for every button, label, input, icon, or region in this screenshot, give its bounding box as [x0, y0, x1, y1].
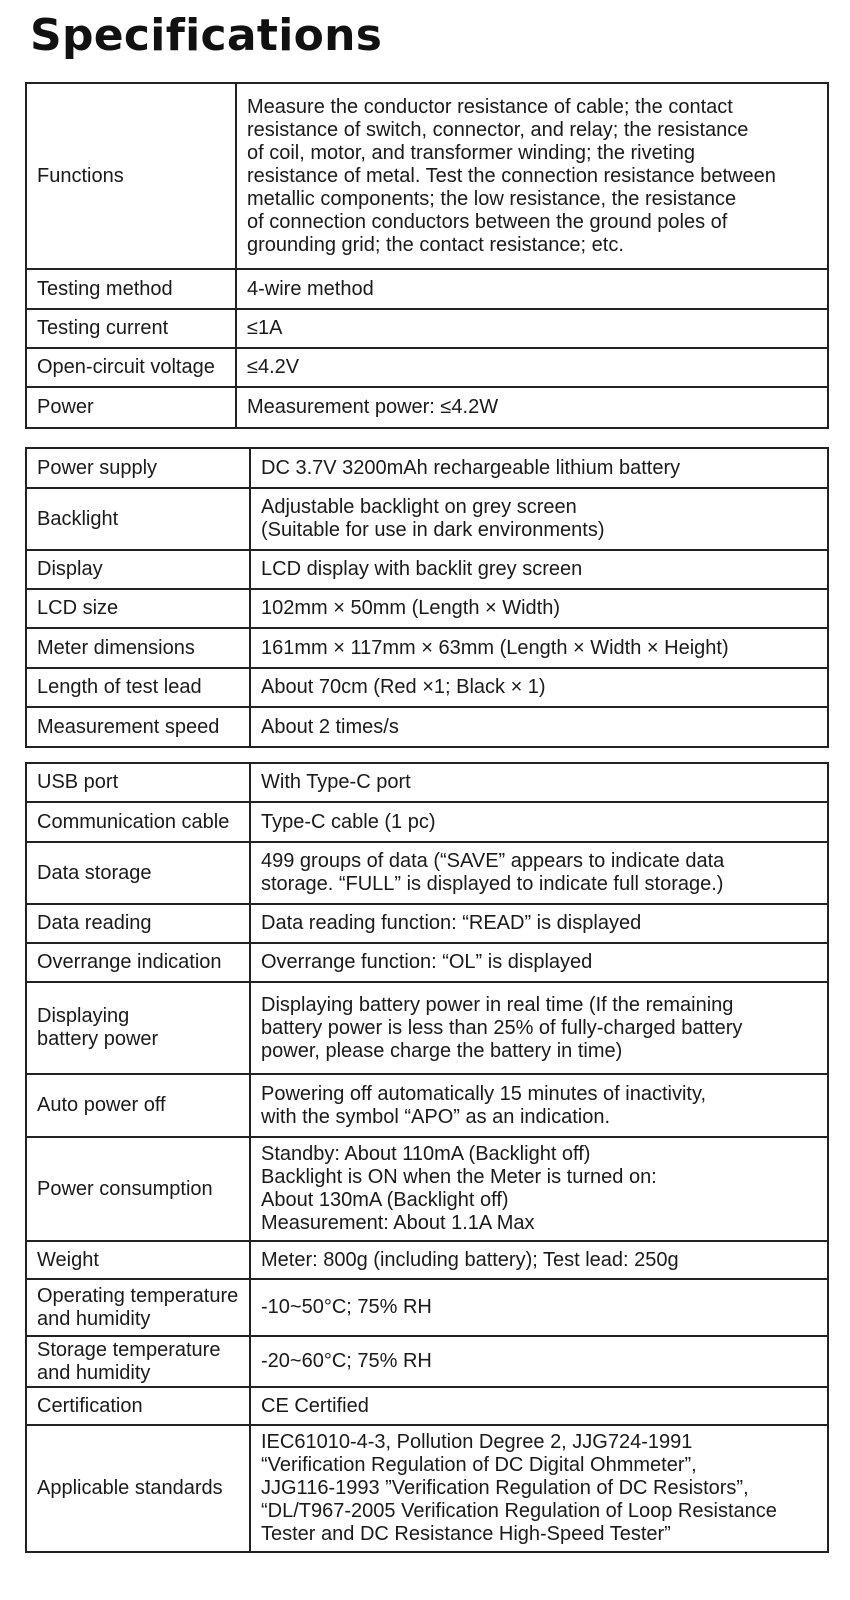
- spec-value: -10~50°C; 75% RH: [250, 1279, 828, 1336]
- spec-value: With Type-C port: [250, 763, 828, 802]
- spec-row: [26, 982, 828, 1074]
- spec-label: Functions: [26, 83, 236, 269]
- spec-row: [26, 1387, 828, 1425]
- spec-value: Overrange function: “OL” is displayed: [250, 943, 828, 982]
- spec-value: 499 groups of data (“SAVE” appears to indicate data storage. “FULL” is displayed to indicate full storage.): [250, 842, 828, 904]
- spec-label: Power supply: [26, 448, 250, 488]
- spec-row: [26, 1241, 828, 1279]
- spec-row: [26, 1074, 828, 1137]
- spec-label: USB port: [26, 763, 250, 802]
- spec-row: [26, 309, 828, 348]
- spec-label: Length of test lead: [26, 668, 250, 707]
- spec-row: [26, 269, 828, 309]
- spec-row: [26, 1336, 828, 1387]
- spec-table-electrical: [25, 82, 829, 429]
- spec-row: [26, 550, 828, 589]
- spec-value: About 2 times/s: [250, 707, 828, 747]
- spec-table-hardware: [25, 447, 829, 748]
- spec-value: 102mm × 50mm (Length × Width): [250, 589, 828, 628]
- spec-value: Meter: 800g (including battery); Test lead: 250g: [250, 1241, 828, 1279]
- spec-value: ≤1A: [236, 309, 828, 348]
- spec-label: Communication cable: [26, 802, 250, 842]
- page-title: Specifications: [30, 10, 383, 61]
- spec-value: About 70cm (Red ×1; Black × 1): [250, 668, 828, 707]
- spec-value: Displaying battery power in real time (If the remaining battery power is less than 25% of fully-charged battery power, please charge the battery in time): [250, 982, 828, 1074]
- spec-label: Power: [26, 387, 236, 428]
- spec-label: Storage temperature and humidity: [26, 1336, 250, 1387]
- spec-row: [26, 668, 828, 707]
- spec-label: Certification: [26, 1387, 250, 1425]
- spec-label: Auto power off: [26, 1074, 250, 1137]
- spec-value: Data reading function: “READ” is displayed: [250, 904, 828, 943]
- spec-label: Displaying battery power: [26, 982, 250, 1074]
- spec-label: Data storage: [26, 842, 250, 904]
- spec-label: Overrange indication: [26, 943, 250, 982]
- spec-row: [26, 83, 828, 269]
- spec-row: [26, 488, 828, 550]
- spec-label: Operating temperature and humidity: [26, 1279, 250, 1336]
- spec-label: Applicable standards: [26, 1425, 250, 1552]
- spec-value: ≤4.2V: [236, 348, 828, 387]
- spec-value: Adjustable backlight on grey screen (Suitable for use in dark environments): [250, 488, 828, 550]
- spec-row: [26, 1279, 828, 1336]
- spec-row: [26, 448, 828, 488]
- spec-label: Measurement speed: [26, 707, 250, 747]
- spec-row: [26, 1137, 828, 1241]
- spec-label: Meter dimensions: [26, 628, 250, 668]
- spec-row: [26, 387, 828, 428]
- spec-value: DC 3.7V 3200mAh rechargeable lithium battery: [250, 448, 828, 488]
- spec-row: [26, 348, 828, 387]
- spec-value: Standby: About 110mA (Backlight off) Backlight is ON when the Meter is turned on: About 130mA (Backlight off) Measurement: About 1.1A Max: [250, 1137, 828, 1241]
- spec-value: IEC61010-4-3, Pollution Degree 2, JJG724-1991 “Verification Regulation of DC Digital Ohmmeter”, JJG116-1993 ”Verification Regulation of DC Resistors”, “DL/T967-2005 Verification Regulation of Loop Resistance Tester and DC Resistance High-Speed Tester”: [250, 1425, 828, 1552]
- spec-value: 4-wire method: [236, 269, 828, 309]
- spec-row: [26, 589, 828, 628]
- spec-value: Type-C cable (1 pc): [250, 802, 828, 842]
- spec-label: Backlight: [26, 488, 250, 550]
- spec-label: LCD size: [26, 589, 250, 628]
- spec-value: LCD display with backlit grey screen: [250, 550, 828, 589]
- spec-row: [26, 763, 828, 802]
- spec-label: Weight: [26, 1241, 250, 1279]
- spec-label: Open-circuit voltage: [26, 348, 236, 387]
- spec-row: [26, 802, 828, 842]
- spec-value: -20~60°C; 75% RH: [250, 1336, 828, 1387]
- spec-row: [26, 628, 828, 668]
- spec-label: Testing current: [26, 309, 236, 348]
- spec-label: Data reading: [26, 904, 250, 943]
- spec-value: Powering off automatically 15 minutes of inactivity, with the symbol “APO” as an indication.: [250, 1074, 828, 1137]
- spec-label: Power consumption: [26, 1137, 250, 1241]
- spec-value: Measure the conductor resistance of cable; the contact resistance of switch, connector, and relay; the resistance of coil, motor, and transformer winding; the riveting resistance of metal. Test the connection resistance between metallic components; the low resistance, the resistance of connection conductors between the ground poles of grounding grid; the contact resistance; etc.: [236, 83, 828, 269]
- spec-value: 161mm × 117mm × 63mm (Length × Width × Height): [250, 628, 828, 668]
- spec-label: Display: [26, 550, 250, 589]
- spec-value: CE Certified: [250, 1387, 828, 1425]
- spec-row: [26, 842, 828, 904]
- spec-value: Measurement power: ≤4.2W: [236, 387, 828, 428]
- spec-row: [26, 1425, 828, 1552]
- spec-label: Testing method: [26, 269, 236, 309]
- spec-row: [26, 707, 828, 747]
- spec-table-features: [25, 762, 829, 1553]
- spec-row: [26, 904, 828, 943]
- spec-row: [26, 943, 828, 982]
